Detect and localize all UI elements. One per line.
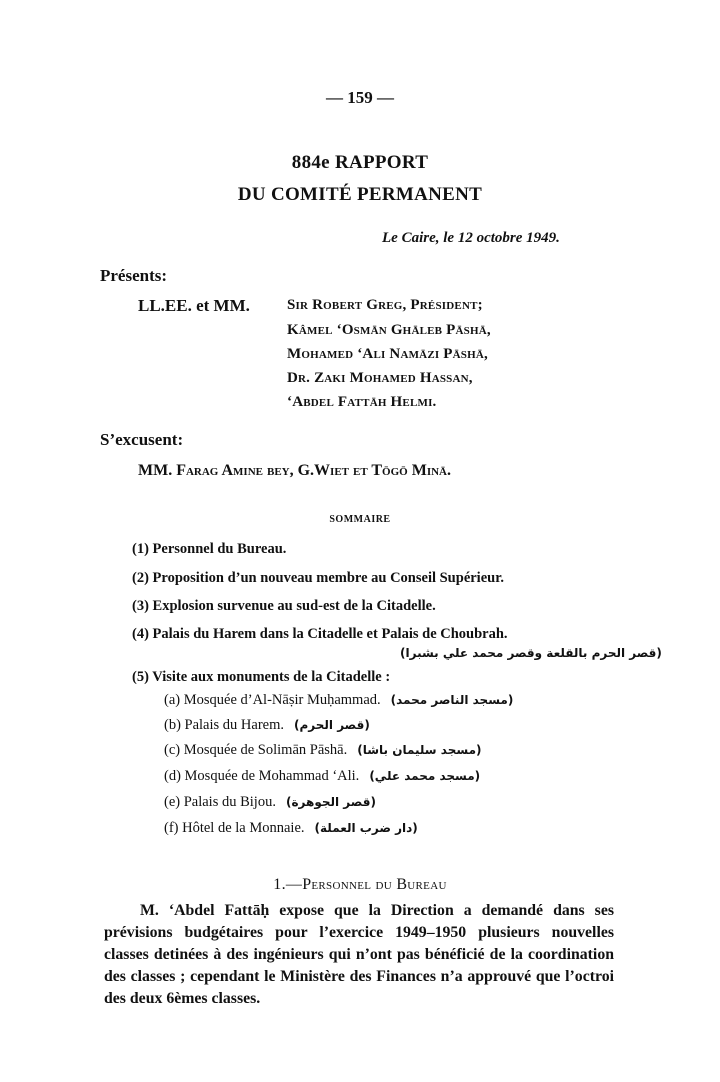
section-heading: 1.—Personnel du Bureau xyxy=(273,876,447,893)
presents-label: Présents: xyxy=(100,266,168,285)
summary-item: (1) Personnel du Bureau. xyxy=(132,541,287,557)
monument-item xyxy=(164,717,370,734)
member-name: Mohamed ‘Ali Namāzi Pāshā, xyxy=(287,346,488,362)
monument-label: (f) Hôtel de la Monnaie. xyxy=(164,820,305,836)
report-subtitle: DU COMITÉ PERMANENT xyxy=(237,184,483,205)
arabic-caption: (مسجد محمد علي) xyxy=(369,769,481,783)
report-title: 884e RAPPORT xyxy=(291,152,429,173)
monument-label: (d) Mosquée de Mohammad ‘Ali. xyxy=(164,768,360,784)
members-prefix: LL.EE. et MM. xyxy=(138,296,250,315)
monument-item xyxy=(164,794,376,811)
summary-item: (5) Visite aux monuments de la Citadelle : xyxy=(132,669,391,685)
arabic-caption: (قصر الحرم) xyxy=(294,718,370,732)
monument-label: (c) Mosquée de Solimān Pāshā. xyxy=(164,742,348,758)
member-name: ‘Abdel Fattāh Helmi. xyxy=(287,394,437,410)
summary-item: (3) Explosion survenue au sud-est de la Citadelle. xyxy=(132,598,436,614)
excused-members xyxy=(138,462,451,480)
arabic-caption: (قصر الجوهرة) xyxy=(285,795,376,809)
monument-item xyxy=(164,820,418,837)
member-name: Sir Robert Greg, Président; xyxy=(287,297,483,313)
member-name: Kâmel ‘Osmān Ghāleb Pāshā, xyxy=(287,322,491,338)
body-paragraph xyxy=(104,900,614,1010)
place-date: Le Caire, le 12 octobre 1949. xyxy=(382,230,560,246)
sommaire-heading: SOMMAIRE xyxy=(329,514,391,525)
excusent-label: S’excusent: xyxy=(100,430,184,449)
arabic-caption: (مسجد الناصر محمد) xyxy=(390,693,514,707)
summary-item: (4) Palais du Harem dans la Citadelle et Palais de Choubrah. xyxy=(132,626,508,642)
monument-label: (e) Palais du Bijou. xyxy=(164,794,276,810)
monument-item xyxy=(164,742,482,759)
excused-names: Farag Amine bey, G.Wiet et Tōgō Minā. xyxy=(176,462,451,479)
arabic-caption: (دار ضرب العملة) xyxy=(314,821,418,835)
monument-item xyxy=(164,768,480,785)
excused-prefix: MM. xyxy=(138,462,173,479)
monument-label: (a) Mosquée d’Al-Nāṣir Muḥammad. xyxy=(164,692,381,708)
summary-item: (2) Proposition d’un nouveau membre au Conseil Supérieur. xyxy=(132,570,504,586)
arabic-caption: (قصر الحرم بالقلعة وقصر محمد علي بشبرا) xyxy=(400,646,662,660)
page-number: — 159 — xyxy=(326,88,394,107)
monument-item xyxy=(164,692,513,709)
monument-label: (b) Palais du Harem. xyxy=(164,717,284,733)
arabic-caption: (مسجد سليمان باشا) xyxy=(357,743,482,757)
paragraph-text: M. ‘Abdel Fattāḥ expose que la Direction a demandé dans ses prévisions budgétaires pour l’exercice 1949–1950 plusieurs nouvelles classes detinées à des ingénieurs qui n’ont pas bénéficié de la coordination des classes ; cependant le Ministère des Finances n’a approuvé que l’octroi des deux 6èmes classes. xyxy=(104,902,614,1007)
member-name: Dr. Zaki Mohamed Hassan, xyxy=(287,370,473,386)
